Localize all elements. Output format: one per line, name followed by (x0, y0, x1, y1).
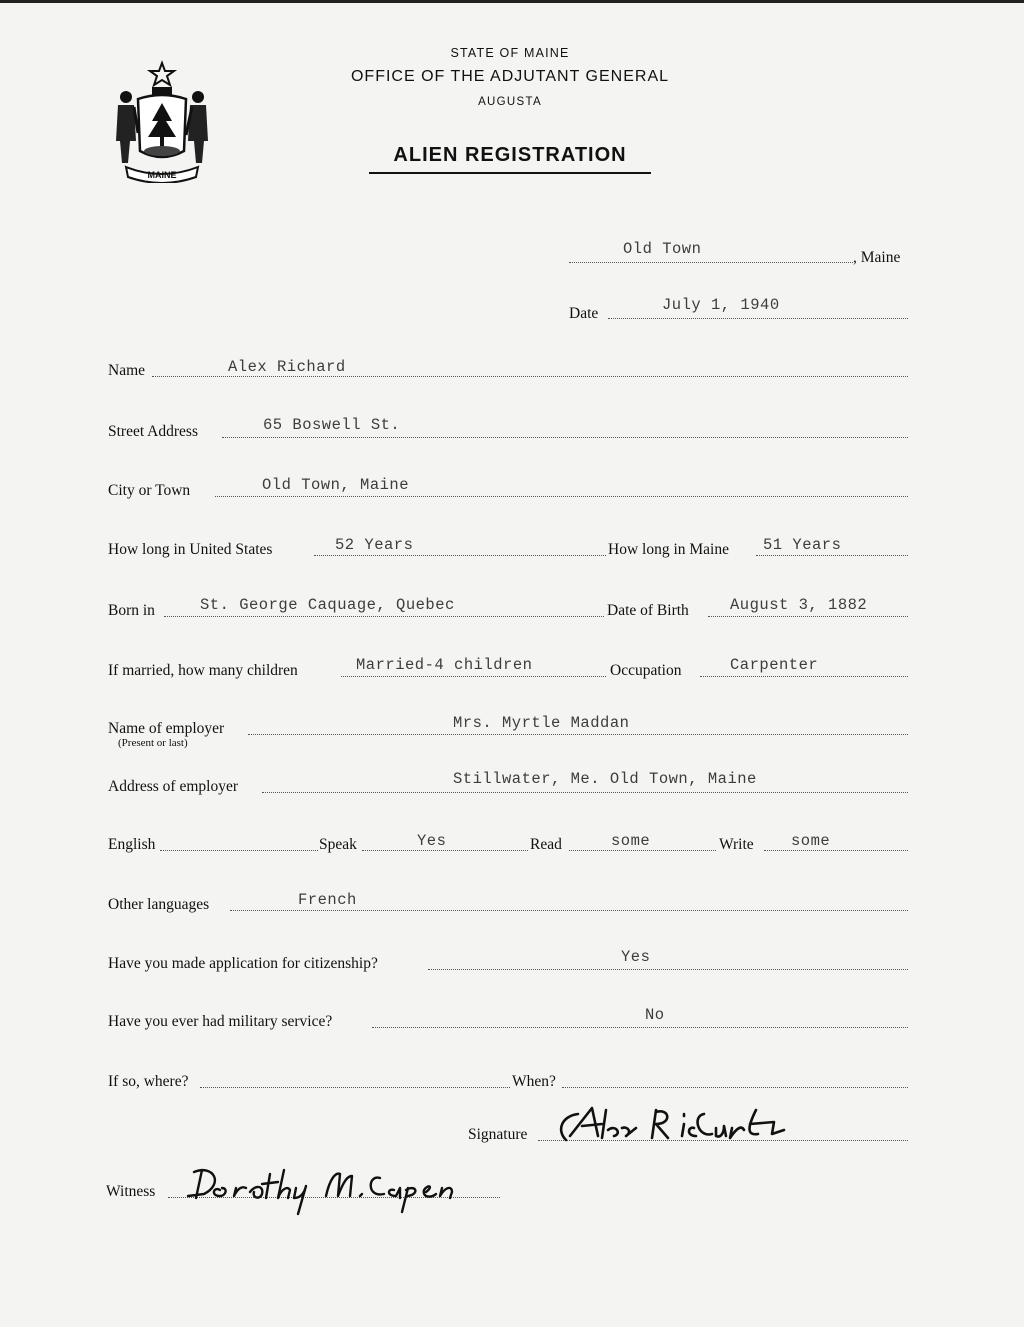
speak-value: Yes (417, 832, 447, 850)
header-office: OFFICE OF THE ADJUTANT GENERAL (350, 68, 670, 85)
speak-line (362, 850, 528, 851)
city-line (215, 496, 908, 497)
date-label: Date (569, 305, 599, 322)
top-edge-line (0, 0, 1024, 3)
employer-address-label: Address of employer (108, 778, 238, 795)
street-label: Street Address (108, 423, 198, 440)
where-label: If so, where? (108, 1073, 189, 1090)
signature-handwriting (552, 1100, 832, 1148)
name-line (152, 376, 908, 377)
header-state: STATE OF MAINE (450, 46, 570, 60)
title-underline (369, 172, 651, 174)
military-label: Have you ever had military service? (108, 1013, 333, 1030)
header-city: AUGUSTA (478, 96, 542, 108)
born-value: St. George Caquage, Quebec (200, 596, 455, 614)
other-languages-label: Other languages (108, 896, 210, 913)
citizenship-value: Yes (621, 948, 651, 966)
employer-address-value: Stillwater, Me. Old Town, Maine (453, 770, 757, 788)
date-value: July 1, 1940 (662, 296, 780, 314)
write-value: some (791, 832, 831, 850)
town-suffix-label: , Maine (853, 249, 901, 266)
english-line (160, 850, 318, 851)
when-label: When? (512, 1073, 556, 1090)
born-label: Born in (108, 602, 155, 619)
employer-sublabel: (Present or last) (118, 737, 188, 749)
married-label: If married, how many children (108, 662, 298, 679)
name-label: Name (108, 362, 146, 379)
maine-value: 51 Years (763, 536, 842, 554)
read-line (569, 850, 716, 851)
maine-label: How long in Maine (608, 541, 729, 558)
other-languages-line (230, 910, 908, 911)
read-label: Read (530, 836, 562, 853)
form-title: ALIEN REGISTRATION (393, 144, 627, 166)
us-label: How long in United States (108, 541, 273, 558)
employer-line (248, 734, 908, 735)
when-line (562, 1087, 908, 1088)
employer-label: Name of employer (108, 720, 225, 737)
date-line (608, 318, 908, 319)
write-label: Write (719, 836, 754, 853)
citizenship-line (428, 969, 908, 970)
born-line (164, 616, 604, 617)
speak-label: Speak (319, 836, 357, 853)
city-label: City or Town (108, 482, 191, 499)
read-value: some (611, 832, 651, 850)
citizenship-label: Have you made application for citizenship? (108, 955, 378, 972)
occupation-label: Occupation (610, 662, 682, 679)
write-line (764, 850, 908, 851)
city-value: Old Town, Maine (262, 476, 410, 494)
dob-value: August 3, 1882 (730, 596, 868, 614)
us-line (314, 555, 606, 556)
svg-text:MAINE: MAINE (147, 170, 177, 180)
occupation-value: Carpenter (730, 656, 819, 674)
dob-line (708, 616, 908, 617)
street-value: 65 Boswell St. (263, 416, 401, 434)
occupation-line (700, 676, 908, 677)
name-value: Alex Richard (228, 358, 346, 376)
signature-label: Signature (468, 1126, 528, 1143)
employer-address-line (262, 792, 908, 793)
married-line (341, 676, 606, 677)
dob-label: Date of Birth (607, 602, 689, 619)
town-line (569, 262, 853, 263)
street-line (222, 437, 908, 438)
military-value: No (645, 1006, 665, 1024)
other-languages-value: French (298, 891, 357, 909)
us-value: 52 Years (335, 536, 414, 554)
employer-value: Mrs. Myrtle Maddan (453, 714, 630, 732)
maine-line (756, 555, 908, 556)
witness-handwriting (180, 1160, 500, 1218)
english-label: English (108, 836, 156, 853)
where-line (200, 1087, 510, 1088)
military-line (372, 1027, 908, 1028)
town-value: Old Town (623, 240, 702, 258)
married-value: Married-4 children (356, 656, 533, 674)
witness-label: Witness (106, 1183, 156, 1200)
